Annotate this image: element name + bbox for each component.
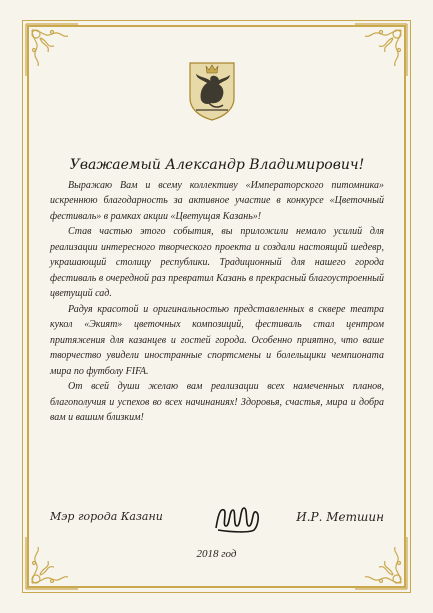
handwritten-signature-icon bbox=[210, 498, 270, 538]
kazan-coat-of-arms-icon bbox=[187, 60, 237, 122]
signer-title: Мэр города Казани bbox=[50, 510, 163, 523]
ornamental-corner-icon bbox=[22, 20, 82, 80]
ornamental-corner-icon bbox=[351, 20, 411, 80]
paragraph-project: Став частью этого события, вы приложили немало усилий для реализации интересного творческого проекта и создали настоящий шедевр, украшающий столицу республики. Традиционный для нашего города фестиваль в очередной раз превратил Казань в прекрасный благоустроенный цветущий сад. bbox=[50, 226, 384, 299]
ornamental-corner-icon bbox=[351, 533, 411, 593]
paragraph-festival: Радуя красотой и оригинальностью представленных в сквере театра кукол «Экият» цветочных композиций, фестиваль стал центром притяжения для казанцев и гостей города. Особенно приятно, что ваше творчество увидели иностранные спортсмены и болельщики чемпионата мира по футболу FIFA. bbox=[50, 303, 384, 377]
paragraph-gratitude: Выражаю Вам и всему коллективу «Императорского питомника» искреннюю благодарность за активное участие в конкурсе «Цветочный фестиваль» в рамках акции «Цветущая Казань»! bbox=[50, 179, 384, 222]
ornamental-corner-icon bbox=[22, 533, 82, 593]
letter-year: 2018 год bbox=[196, 548, 237, 560]
paragraph-wishes: От всей души желаю вам реализации всех намеченных планов, благополучия и успехов во всех начинаниях! Здоровья, счастья, мира и добра вам и вашим близким! bbox=[50, 381, 384, 423]
salutation: Уважаемый Александр Владимирович! bbox=[69, 157, 365, 173]
signature-block bbox=[50, 498, 384, 538]
signer-name: И.Р. Метшин bbox=[296, 510, 384, 524]
letter-body bbox=[50, 158, 384, 426]
